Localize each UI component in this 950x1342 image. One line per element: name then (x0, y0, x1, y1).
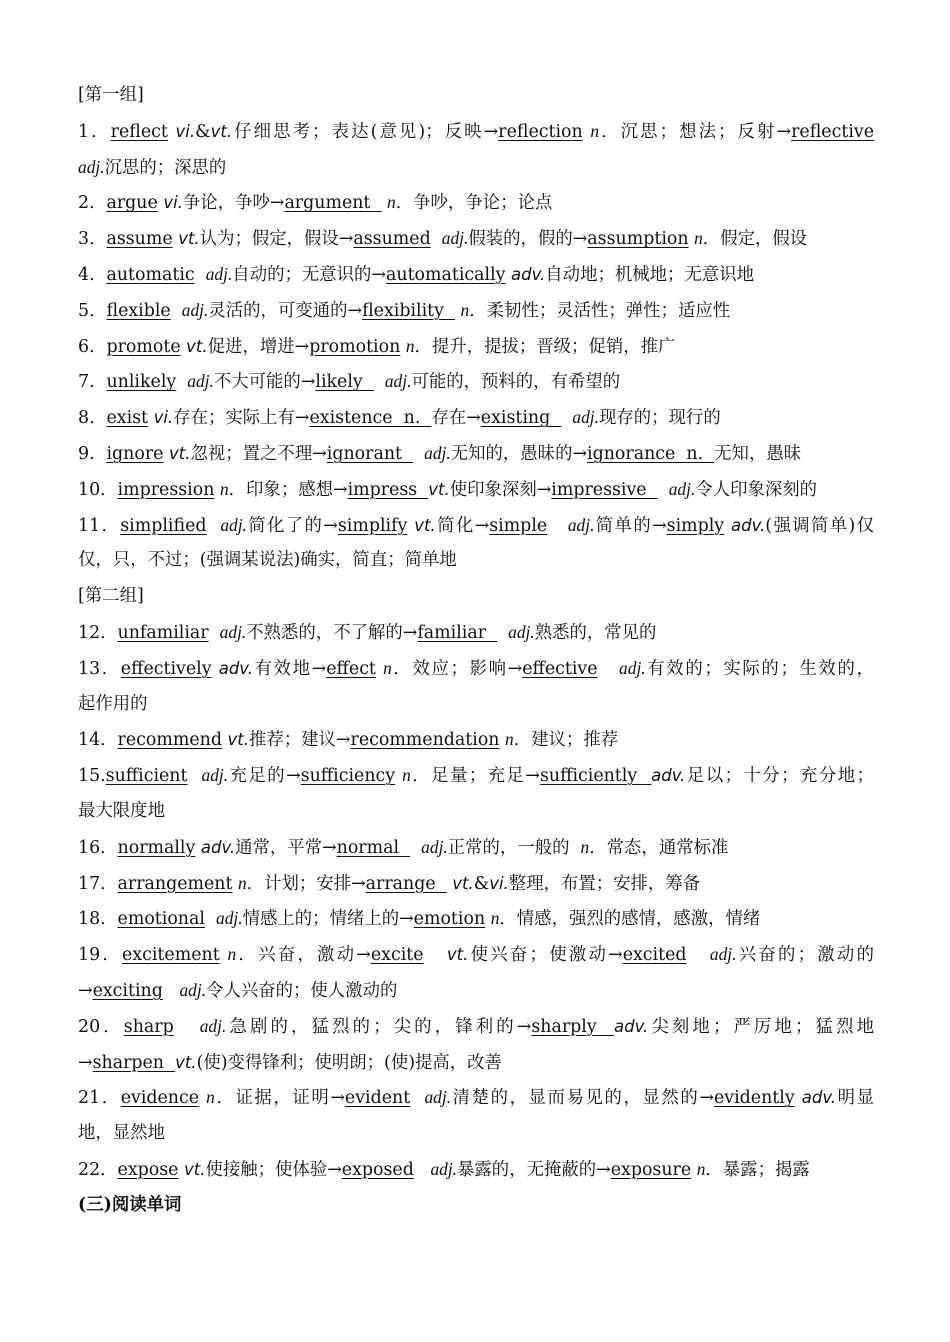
answer-word: automatic (106, 264, 195, 285)
answer-word: evidence (120, 1088, 200, 1109)
text-line (78, 1080, 874, 1116)
part-of-speech: vt. (168, 443, 191, 463)
text-segment (195, 265, 206, 285)
answer-word: reflection (498, 121, 583, 142)
part-of-speech: vi. (153, 408, 174, 428)
answer-word: simplify (337, 515, 408, 536)
text-segment: → (78, 1052, 93, 1073)
text-segment (424, 945, 447, 965)
text-segment: 3． (78, 229, 107, 250)
text-segment (174, 1017, 200, 1037)
answer-word: effect (326, 658, 376, 679)
text-segment: (使)变得锋利；使明朗；(使)提高，改善 (196, 1052, 502, 1073)
text-segment: ．暴露；揭露 (705, 1159, 810, 1180)
answer-word: sufficiency (300, 766, 396, 787)
part-of-speech: adj. (709, 944, 737, 965)
part-of-speech: n (227, 944, 237, 965)
part-of-speech: adj. (619, 657, 646, 678)
part-of-speech: adj. (187, 371, 214, 392)
answer-word: simplified (120, 515, 207, 536)
text-segment (547, 516, 568, 536)
text-line (78, 794, 874, 830)
text-segment: 令人兴奋的；使人激动的 (206, 980, 398, 1001)
section-heading: (三)阅读单词 (78, 1194, 182, 1215)
text-segment: 5． (78, 300, 107, 321)
text-segment (414, 1160, 431, 1180)
part-of-speech: adv. (218, 658, 253, 678)
part-of-speech: adj. (220, 514, 247, 535)
part-of-speech: adj. (219, 621, 247, 642)
text-line (78, 114, 874, 150)
text-segment: (强调简单)仅 (765, 515, 874, 536)
answer-word: sufficient (105, 766, 188, 787)
part-of-speech: adj. (508, 621, 535, 642)
text-line (78, 651, 874, 687)
part-of-speech: vi. (489, 873, 509, 893)
answer-word: sharpen (92, 1052, 176, 1073)
answer-word: reflective (791, 121, 874, 142)
text-line (78, 257, 874, 293)
part-of-speech: n (383, 657, 392, 678)
part-of-speech: n (460, 299, 470, 320)
text-segment: ．证据，证明→ (214, 1088, 345, 1109)
text-line (78, 687, 874, 723)
part-of-speech: n (387, 192, 396, 213)
answer-word: existing (480, 408, 562, 429)
text-segment (176, 372, 187, 392)
text-segment: [第一组] (78, 85, 144, 105)
text-segment: 通常，平常→ (235, 837, 337, 858)
text-segment: 18． (78, 909, 118, 930)
text-segment: 13． (78, 658, 121, 679)
answer-word: sufficiently (539, 766, 652, 787)
part-of-speech: n (694, 228, 703, 249)
part-of-speech: n (206, 1087, 215, 1108)
text-line (78, 1152, 874, 1188)
part-of-speech: adj. (668, 478, 696, 499)
text-segment: 无知，愚昧 (714, 443, 802, 464)
text-segment: 整理，布置；安排，筹备 (508, 873, 701, 894)
text-line (78, 615, 874, 651)
answer-word: arrangement (117, 873, 233, 894)
part-of-speech: vt. (210, 121, 233, 141)
answer-word: sharply (531, 1016, 614, 1037)
text-line (78, 722, 874, 758)
part-of-speech: vi. (175, 121, 196, 141)
text-segment: 简单的→ (594, 515, 667, 536)
text-segment: ．建议；推荐 (513, 730, 619, 751)
text-segment: 地，显然地 (78, 1123, 165, 1144)
text-segment: 存在；实际上有→ (173, 408, 310, 429)
answer-word: exist (106, 408, 149, 429)
text-segment: → (78, 980, 93, 1001)
text-segment: 沉思的；深思的 (104, 157, 227, 178)
part-of-speech: adj. (430, 1158, 458, 1179)
text-segment: 有效的；实际的；生效的， (645, 658, 874, 679)
text-segment: & (473, 873, 490, 894)
text-segment: 9． (78, 443, 107, 464)
text-segment (410, 838, 421, 858)
part-of-speech: adj. (572, 407, 599, 428)
text-line (78, 543, 874, 579)
text-segment: 22． (78, 1159, 118, 1180)
text-line (78, 937, 874, 973)
text-line (78, 830, 874, 866)
part-of-speech: vt. (428, 479, 450, 499)
answer-word: impression (117, 479, 215, 500)
part-of-speech: adv. (614, 1016, 649, 1036)
text-segment: 17． (78, 873, 118, 894)
answer-word: effective (522, 658, 598, 679)
part-of-speech: vt. (414, 515, 436, 535)
answer-word: emotional (117, 909, 205, 930)
text-segment (374, 372, 385, 392)
answer-word: evidently (713, 1088, 795, 1109)
answer-word: ignore (106, 443, 164, 464)
part-of-speech: adj. (567, 514, 595, 535)
part-of-speech: adj. (441, 228, 469, 249)
text-segment: 令人印象深刻的 (695, 479, 818, 500)
text-line (78, 866, 874, 902)
text-segment: 正常的，一般的 (447, 837, 581, 858)
part-of-speech: adj. (424, 442, 451, 463)
part-of-speech: n (238, 872, 247, 893)
answer-word: existence n. (309, 408, 432, 429)
text-segment: 自动地；机械地；无意识地 (545, 264, 754, 285)
text-segment: ．足量；充足→ (410, 766, 540, 787)
text-segment: 11． (78, 515, 121, 536)
answer-word: expose (117, 1159, 179, 1180)
text-segment: ．计划；安排→ (246, 873, 366, 894)
text-segment: 认为；假定，假设→ (199, 229, 354, 250)
text-segment (205, 909, 216, 929)
text-segment (598, 659, 620, 679)
part-of-speech: n (505, 729, 514, 750)
part-of-speech: adv. (651, 766, 686, 786)
answer-word: impressive (551, 479, 658, 500)
text-segment: 急剧的，猛烈的；尖的，锋利的→ (226, 1016, 532, 1037)
text-segment: 14． (78, 730, 118, 751)
text-line (78, 901, 874, 937)
text-segment: 20． (78, 1016, 124, 1037)
text-segment: ．提升，提拔；晋级；促销，推广 (414, 336, 676, 357)
part-of-speech: adj. (199, 1015, 227, 1036)
answer-word: unfamiliar (117, 622, 209, 643)
text-segment: 不熟悉的，不了解的→ (246, 622, 418, 643)
text-segment: 简化了的→ (246, 515, 338, 536)
answer-word: assumed (353, 229, 431, 250)
text-segment: 忽视；置之不理→ (190, 443, 327, 464)
text-segment: 8． (78, 408, 107, 429)
answer-word: excite (370, 945, 424, 966)
text-segment: ．假定，假设 (702, 229, 808, 250)
part-of-speech: vt. (186, 336, 208, 356)
answer-word: ignorant (326, 443, 414, 464)
answer-word: assumption (587, 229, 689, 250)
text-segment: ．兴奋，激动→ (236, 945, 371, 966)
part-of-speech: vt. (183, 1159, 206, 1179)
answer-word: excitement (122, 945, 220, 966)
answer-word: arrange (365, 873, 447, 894)
part-of-speech: adj. (421, 836, 448, 857)
text-line (78, 436, 874, 472)
text-segment: 21． (78, 1088, 121, 1109)
answer-word: evident (344, 1088, 411, 1109)
answer-word: argument (284, 193, 382, 214)
text-segment (561, 408, 572, 428)
text-segment: 4． (78, 264, 107, 285)
answer-word: reflect (110, 121, 168, 142)
answer-word: familiar (417, 622, 498, 643)
answer-word: ignorance n. (587, 443, 715, 464)
answer-word: emotion (413, 909, 486, 930)
text-segment (658, 480, 669, 500)
text-segment (497, 623, 508, 643)
text-segment: 可能的，预料的，有希望的 (411, 372, 621, 393)
part-of-speech: adj. (424, 1087, 452, 1108)
text-line (78, 508, 874, 544)
part-of-speech: n (490, 908, 500, 929)
text-segment (687, 945, 710, 965)
text-segment: 12． (78, 622, 118, 643)
text-line (78, 221, 874, 257)
part-of-speech: adv. (200, 837, 236, 857)
part-of-speech: vi. (163, 193, 183, 213)
part-of-speech: adj. (216, 908, 243, 929)
text-segment (163, 981, 180, 1001)
text-segment: ．常态，通常标准 (589, 837, 729, 858)
answer-word: normal (336, 837, 411, 858)
text-segment: 充足的→ (228, 766, 301, 787)
text-line (78, 293, 874, 329)
text-segment: 简化→ (435, 515, 490, 536)
answer-word: flexibility (362, 300, 456, 321)
text-segment: 使接触；使体验→ (205, 1159, 342, 1180)
text-segment: 尖刻地；严厉地；猛烈地 (648, 1016, 874, 1037)
part-of-speech: adj. (384, 371, 412, 392)
text-segment: 有效地→ (252, 658, 327, 679)
answer-word: exciting (92, 980, 163, 1001)
part-of-speech: vt. (452, 873, 474, 893)
text-segment: 2． (78, 193, 107, 214)
answer-word: effectively (120, 658, 212, 679)
part-of-speech: n (696, 1158, 706, 1179)
answer-word: normally (117, 837, 196, 858)
text-segment: 存在→ (431, 408, 481, 429)
answer-word: excited (622, 945, 687, 966)
part-of-speech: adv. (731, 515, 766, 535)
text-line (78, 1045, 874, 1081)
part-of-speech: adv. (511, 264, 546, 284)
answer-word: simple (489, 515, 548, 536)
text-segment: 10． (78, 479, 118, 500)
text-segment: ．情感，强烈的感情，感激，情绪 (499, 909, 761, 930)
text-segment: 现存的；现行的 (598, 408, 721, 429)
text-line (78, 579, 874, 615)
text-segment: 不大可能的→ (213, 372, 316, 393)
text-segment: 无知的，愚昧的→ (450, 443, 588, 464)
text-segment: 1． (78, 121, 111, 142)
part-of-speech: adj. (201, 765, 229, 786)
text-segment: 最大限度地 (78, 800, 165, 821)
text-line (78, 185, 874, 221)
text-segment: 兴奋的；激动的 (736, 945, 874, 966)
part-of-speech: adj. (205, 263, 233, 284)
part-of-speech: vt. (175, 1052, 197, 1072)
text-segment: [第二组] (78, 586, 144, 607)
text-segment: 仔细思考；表达(意见)；反映→ (232, 121, 499, 142)
text-segment: 灵活的，可变通的→ (208, 300, 363, 321)
part-of-speech: n (402, 765, 411, 786)
text-line (78, 472, 874, 508)
text-line (78, 364, 874, 400)
text-segment: 明显 (836, 1088, 874, 1109)
part-of-speech: adj. (181, 299, 209, 320)
text-segment: 争论，争吵→ (182, 193, 285, 214)
answer-word: automatically (386, 264, 506, 285)
part-of-speech: vt. (227, 730, 249, 750)
text-segment: & (195, 121, 211, 142)
answer-word: exposed (341, 1159, 414, 1180)
text-line (78, 400, 874, 436)
text-segment (431, 229, 442, 249)
text-segment: 7． (78, 372, 107, 393)
text-line (78, 1188, 874, 1224)
text-segment (413, 444, 424, 464)
text-segment: ．印象；感想→ (228, 479, 348, 500)
text-segment: 15. (78, 766, 106, 787)
text-segment: ．争吵，争论；论点 (395, 193, 553, 214)
text-segment: 假装的，假的→ (468, 229, 588, 250)
text-segment: 19． (78, 945, 123, 966)
text-segment: 暴露的，无掩蔽的→ (457, 1159, 611, 1180)
text-segment (212, 659, 219, 679)
text-segment: 6． (78, 336, 107, 357)
text-segment: ．效应；影响→ (391, 658, 523, 679)
text-line (78, 150, 874, 186)
text-segment: ．柔韧性；灵活性；弹性；适应性 (469, 300, 731, 321)
part-of-speech: adj. (179, 979, 207, 1000)
part-of-speech: n (590, 120, 600, 141)
text-line (78, 78, 874, 114)
text-segment (168, 122, 176, 142)
vocabulary-list (78, 78, 874, 1224)
text-segment: 促进，增进→ (207, 336, 310, 357)
part-of-speech: vt. (446, 945, 469, 965)
text-segment (207, 516, 221, 536)
answer-word: recommend (117, 730, 222, 751)
text-segment: 推荐；建议→ (248, 730, 351, 751)
text-segment (724, 516, 731, 536)
answer-word: flexible (106, 300, 171, 321)
part-of-speech: n (405, 335, 415, 356)
text-line (78, 329, 874, 365)
answer-word: likely (315, 372, 374, 393)
answer-word: argue (106, 193, 158, 214)
answer-word: assume (106, 229, 173, 250)
answer-word: recommendation (350, 730, 500, 751)
text-segment: 情感上的；情绪上的→ (242, 909, 414, 930)
text-segment (410, 1088, 424, 1108)
text-segment: 仅，只，不过；(强调某说法)确实，简直；简单地 (78, 550, 457, 571)
text-segment (209, 623, 220, 643)
text-segment (171, 301, 182, 321)
text-segment: 16． (78, 837, 118, 858)
part-of-speech: vt. (178, 229, 200, 249)
answer-word: simply (666, 515, 725, 536)
text-segment: 使印象深刻→ (449, 479, 552, 500)
text-segment: ．沉思；想法；反射→ (599, 121, 792, 142)
part-of-speech: n (580, 836, 590, 857)
answer-word: promotion (309, 336, 401, 357)
text-segment: 自动的；无意识的→ (232, 264, 386, 285)
text-line (78, 1116, 874, 1152)
text-segment: 足以；十分；充分地； (685, 766, 874, 787)
answer-word: exposure (610, 1159, 692, 1180)
answer-word: unlikely (106, 372, 177, 393)
text-segment (188, 766, 202, 786)
text-segment: 熟悉的，常见的 (534, 622, 657, 643)
answer-word: sharp (123, 1016, 174, 1037)
part-of-speech: adv. (801, 1088, 837, 1108)
answer-word: impress (347, 479, 429, 500)
text-segment: 清楚的，显而易见的，显然的→ (451, 1088, 714, 1109)
part-of-speech: adj. (78, 156, 105, 177)
part-of-speech: n (219, 478, 229, 499)
text-segment (795, 1088, 802, 1108)
text-line (78, 973, 874, 1009)
text-segment: 起作用的 (78, 693, 148, 714)
answer-word: promote (106, 336, 181, 357)
text-line (78, 758, 874, 794)
text-line (78, 1009, 874, 1045)
text-segment: 使兴奋；使激动→ (468, 945, 623, 966)
